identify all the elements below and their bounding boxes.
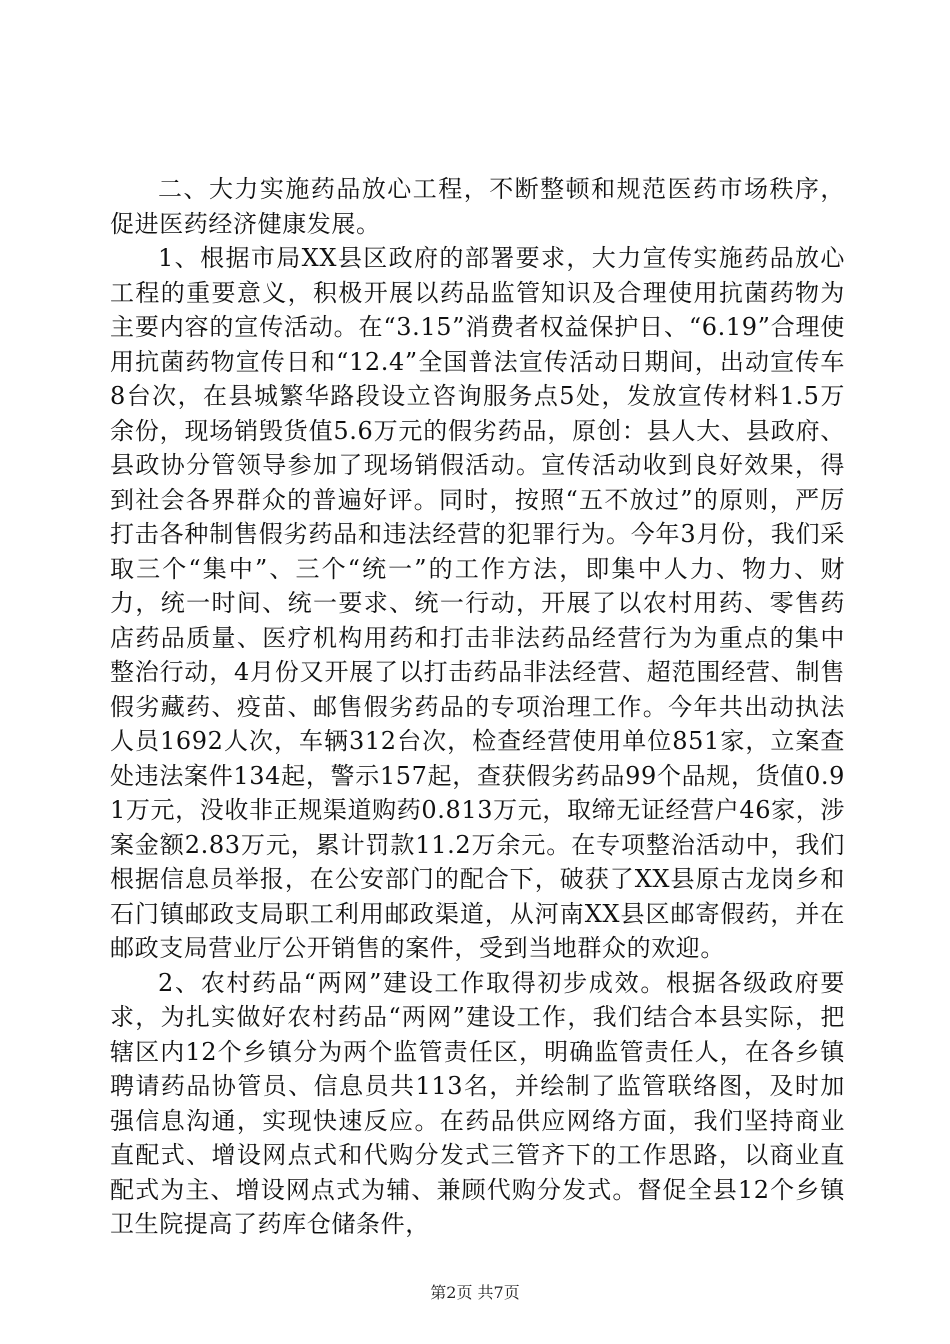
paragraph-rural-network: 2、农村药品“两网”建设工作取得初步成效。根据各级政府要求，为扎实做好农村药品“两网”建设工作，我们结合本县实际，把辖区内12个乡镇分为两个监管责任区，明确监管责任人，在各乡镇聘请药品协管员、信息员共113名，并绘制了监管联络图，及时加强信息沟通，实现快速反应。在药品供应网络方面，我们坚持商业直配式、增设网点式和代购分发式三管齐下的工作思路，以商业直配式为主、增设网点式为辅、兼顾代购分发式。督促全县12个乡镇卫生院提高了药库仓储条件， xyxy=(110,968,845,1238)
document-body xyxy=(110,172,845,1242)
paragraph-drug-campaign: 1、根据市局XX县区政府的部署要求，大力宣传实施药品放心工程的重要意义，积极开展以药品监管知识及合理使用抗菌药物为主要内容的宣传活动。在“3.15”消费者权益保护日、“6.19”合理使用抗菌药物宣传日和“12.4”全国普法宣传活动日期间，出动宣传车8台次，在县城繁华路段设立咨询服务点5处，发放宣传材料1.5万余份，现场销毁货值5.6万元的假劣药品，原创：县人大、县政府、县政协分管领导参加了现场销假活动。宣传活动收到良好效果，得到社会各界群众的普遍好评。同时，按照“五不放过”的原则，严厉打击各种制售假劣药品和违法经营的犯罪行为。今年3月份，我们采取三个“集中”、三个“统一”的工作方法，即集中人力、物力、财力，统一时间、统一要求、统一行动，开展了以农村用药、零售药店药品质量、医疗机构用药和打击非法药品经营行为为重点的集中整治行动，4月份又开展了以打击药品非法经营、超范围经营、制售假劣藏药、疫苗、邮售假劣药品的专项治理工作。今年共出动执法人员1692人次，车辆312台次，检查经营使用单位851家，立案查处违法案件134起，警示157起，查获假劣药品99个品规，货值0.91万元，没收非正规渠道购药0.813万元，取缔无证经营户46家，涉案金额2.83万元，累计罚款11.2万余元。在专项整治活动中，我们根据信息员举报，在公安部门的配合下，破获了XX县原古龙岗乡和石门镇邮政支局职工利用邮政渠道，从河南XX县区邮寄假药，并在邮政支局营业厅公开销售的案件，受到当地群众的欢迎。 xyxy=(110,244,845,962)
paragraph-section-heading: 二、大力实施药品放心工程，不断整顿和规范医药市场秩序，促进医药经济健康发展。 xyxy=(110,175,845,238)
page-footer: 第2页 共7页 xyxy=(430,1283,520,1302)
